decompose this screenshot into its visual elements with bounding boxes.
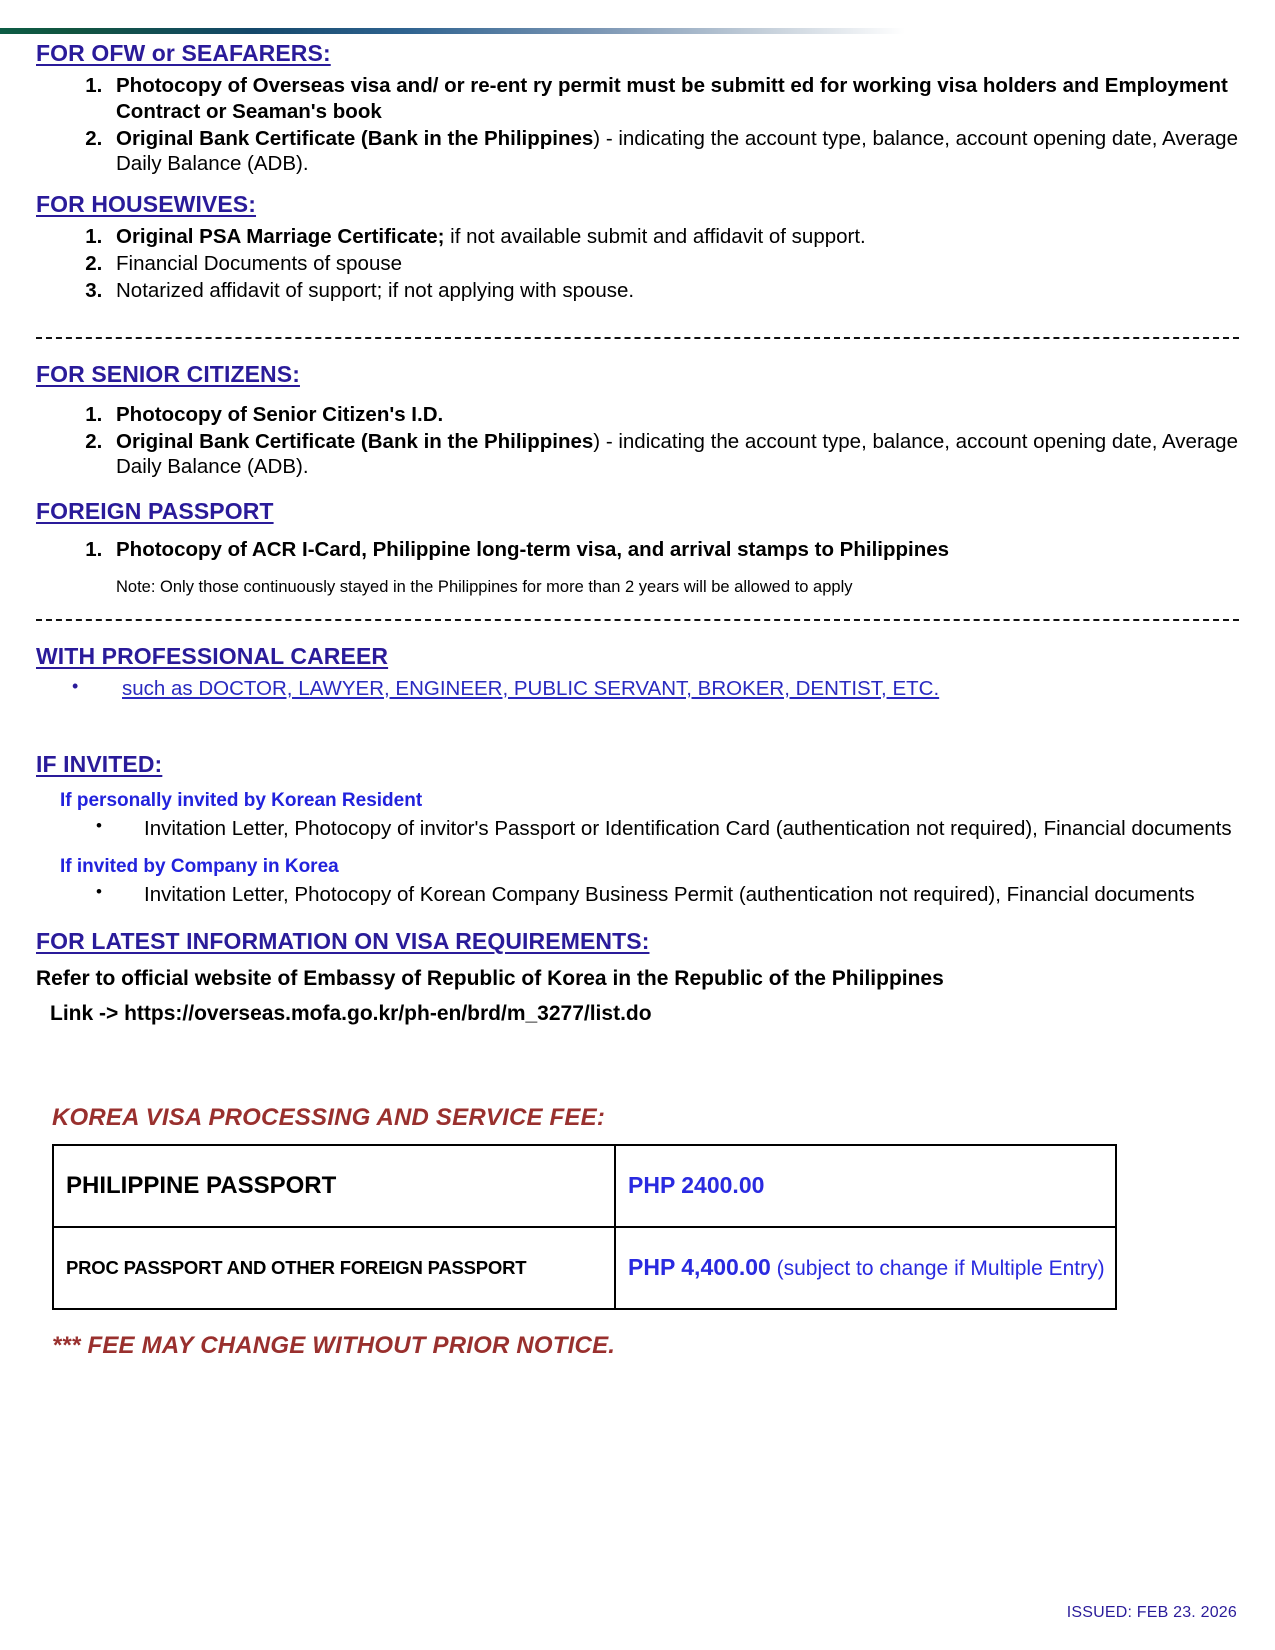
fee-disclaimer: *** FEE MAY CHANGE WITHOUT PRIOR NOTICE.	[52, 1331, 616, 1359]
heading-professional-career: WITH PROFESSIONAL CAREER	[36, 642, 389, 669]
subheading-invited-by-resident: If personally invited by Korean Resident	[60, 790, 423, 812]
latest-info-link-line[interactable]: Link -> https://overseas.mofa.go.kr/ph-en/brd/m_3277/list.do	[50, 1002, 652, 1026]
senior-item-2-bold: Original Bank Certificate (Bank in the Philippines	[116, 429, 594, 453]
fee-row-2-amount-cell	[615, 1227, 1116, 1309]
fee-row-1-amount-cell	[615, 1145, 1116, 1227]
list-invited-by-resident	[0, 816, 1275, 842]
fee-row-2-amount-note: (subject to change if Multiple Entry)	[770, 1257, 1105, 1281]
section-header-senior	[0, 361, 1275, 388]
table-row	[53, 1145, 1116, 1227]
heading-housewives: FOR HOUSEWIVES:	[36, 191, 257, 218]
section-header-ofw	[0, 40, 1275, 67]
fee-row-2-label: PROC PASSPORT AND OTHER FOREIGN PASSPORT	[53, 1227, 615, 1309]
list-housewives-requirements	[0, 224, 1275, 303]
subheading-invited-by-company: If invited by Company in Korea	[60, 856, 339, 878]
heading-ofw-seafarers: FOR OFW or SEAFARERS:	[36, 40, 331, 66]
ofw-item-2-normal: ) - indicating the account type, balance, account opening date, Average Daily Balance (ADB).	[116, 126, 1238, 176]
housewives-item-1-bold: Original PSA Marriage Certificate;	[116, 225, 445, 249]
invited-resident-text: Invitation Letter, Photocopy of invitor's Passport or Identification Card (authentication not required), Financial documents	[144, 817, 1232, 841]
invited-company-text: Invitation Letter, Photocopy of Korean Company Business Permit (authentication not required), Financial documents	[144, 883, 1195, 907]
fee-row-1-label: PHILIPPINE PASSPORT	[53, 1145, 615, 1227]
professional-career-text: such as DOCTOR, LAWYER, ENGINEER, PUBLIC SERVANT, BROKER, DENTIST, ETC.	[122, 676, 940, 700]
ofw-item-2-bold: Original Bank Certificate (Bank in the Philippines	[116, 126, 594, 150]
list-item	[108, 251, 1275, 277]
document-content	[0, 38, 1275, 1360]
heading-if-invited: IF INVITED:	[36, 751, 163, 778]
senior-item-1-bold: Photocopy of Senior Citizen's I.D.	[116, 402, 444, 426]
heading-latest-information: FOR LATEST INFORMATION ON VISA REQUIREMENTS:	[36, 928, 650, 955]
section-header-if-invited	[0, 751, 1275, 778]
fee-table	[52, 1144, 1117, 1310]
list-senior-requirements	[0, 402, 1275, 480]
issued-date-footer: ISSUED: FEB 23. 2026	[1066, 1604, 1237, 1621]
heading-senior-citizens: FOR SENIOR CITIZENS:	[36, 360, 300, 387]
fee-section-title: KOREA VISA PROCESSING AND SERVICE FEE:	[52, 1103, 606, 1131]
table-row	[53, 1227, 1116, 1309]
list-item	[108, 126, 1275, 178]
section-header-housewives	[0, 191, 1275, 218]
list-item	[96, 882, 1275, 908]
section-header-foreign-passport	[0, 498, 1275, 525]
foreign-passport-note: Note: Only those continuously stayed in the Philippines for more than 2 years will be allowed to apply	[116, 578, 853, 597]
heading-foreign-passport: FOREIGN PASSPORT	[36, 498, 274, 525]
divider-dotted-2	[36, 619, 1239, 621]
list-foreign-passport-requirements	[0, 537, 1275, 563]
senior-item-2-normal: ) - indicating the account type, balance, account opening date, Average Daily Balance (ADB).	[116, 429, 1238, 479]
list-item	[108, 278, 1275, 304]
list-item	[108, 429, 1275, 481]
housewives-item-2-normal: Financial Documents of spouse	[116, 252, 403, 276]
fee-row-2-amount: PHP 4,400.00	[628, 1254, 771, 1281]
list-item	[72, 676, 1275, 702]
housewives-item-1-normal: if not available submit and affidavit of support.	[444, 225, 866, 249]
section-header-latest-info	[0, 928, 1275, 955]
list-item	[108, 402, 1275, 428]
list-item	[108, 73, 1275, 125]
header-gradient-rule	[0, 28, 905, 34]
foreign-passport-item-1-bold: Photocopy of ACR I-Card, Philippine long-term visa, and arrival stamps to Philippines	[116, 538, 950, 562]
list-item	[96, 816, 1275, 842]
ofw-item-1-bold: Photocopy of Overseas visa and/ or re-ent ry permit must be submitt ed for working visa holders and Employment Contract or Seaman's book	[116, 74, 1228, 123]
list-professional-careers	[0, 676, 1275, 702]
divider-dotted-1	[36, 337, 1239, 339]
housewives-item-3-normal: Notarized affidavit of support; if not applying with spouse.	[116, 278, 635, 302]
list-ofw-requirements	[0, 73, 1275, 177]
list-invited-by-company	[0, 882, 1275, 908]
list-item	[108, 224, 1275, 250]
list-item	[108, 537, 1275, 563]
section-header-professional	[0, 643, 1275, 670]
latest-info-line-1: Refer to official website of Embassy of Republic of Korea in the Republic of the Philippines	[36, 967, 944, 991]
fee-row-1-amount: PHP 2400.00	[628, 1172, 765, 1199]
